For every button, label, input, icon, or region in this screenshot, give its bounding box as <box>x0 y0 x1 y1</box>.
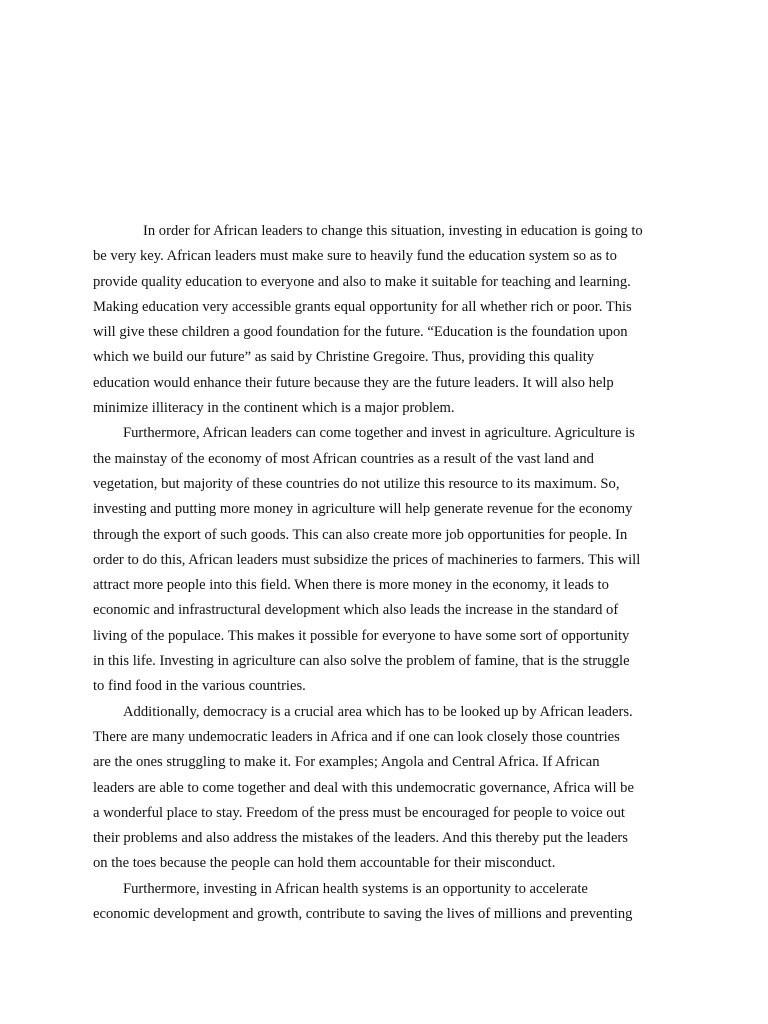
text-line: their problems and also address the mistakes of the leaders. And this thereby put the leaders <box>93 830 628 847</box>
text-line: provide quality education to everyone and also to make it suitable for teaching and learning. <box>93 273 631 290</box>
text-line: to find food in the various countries. <box>93 678 306 695</box>
text-line: minimize illiteracy in the continent which is a major problem. <box>93 400 455 417</box>
text-line: Additionally, democracy is a crucial area which has to be looked up by African leaders. <box>123 703 633 720</box>
text-line: are the ones struggling to make it. For examples; Angola and Central Africa. If African <box>93 754 600 771</box>
text-line: Furthermore, African leaders can come together and invest in agriculture. Agriculture is <box>123 425 635 442</box>
text-line: In order for African leaders to change this situation, investing in education is going to <box>143 223 643 239</box>
text-line: in this life. Investing in agriculture can also solve the problem of famine, that is the struggle <box>93 653 630 670</box>
text-line: economic and infrastructural development which also leads the increase in the standard of <box>93 602 619 619</box>
text-line: education would enhance their future because they are the future leaders. It will also help <box>93 374 614 391</box>
text-line: Furthermore, investing in African health systems is an opportunity to accelerate <box>123 880 588 897</box>
text-line: leaders are able to come together and deal with this undemocratic governance, Africa will be <box>93 779 634 796</box>
text-line: will give these children a good foundation for the future. “Education is the foundation upon <box>93 324 628 341</box>
text-line: which we build our future” as said by Christine Gregoire. Thus, providing this quality <box>93 349 595 366</box>
text-line: There are many undemocratic leaders in Africa and if one can look closely those countries <box>93 728 620 745</box>
text-line: on the toes because the people can hold them accountable for their misconduct. <box>93 855 556 872</box>
text-line: Making education very accessible grants equal opportunity for all whether rich or poor. This <box>93 298 632 315</box>
paragraph-democracy <box>93 700 677 877</box>
text-line: vegetation, but majority of these countries do not utilize this resource to its maximum. So, <box>93 475 620 492</box>
text-line: investing and putting more money in agriculture will help generate revenue for the economy <box>93 501 633 518</box>
text-line: living of the populace. This makes it possible for everyone to have some sort of opportunity <box>93 627 630 644</box>
paragraph-agriculture <box>93 421 677 699</box>
document-body <box>93 219 677 927</box>
text-line: through the export of such goods. This can also create more job opportunities for people. In <box>93 526 628 543</box>
paragraph-education <box>93 219 677 421</box>
text-line: a wonderful place to stay. Freedom of the press must be encouraged for people to voice out <box>93 804 625 821</box>
text-line: attract more people into this field. When there is more money in the economy, it leads to <box>93 577 609 594</box>
paragraph-health <box>93 877 677 928</box>
text-line: economic development and growth, contribute to saving the lives of millions and preventing <box>93 906 633 923</box>
text-line: be very key. African leaders must make sure to heavily fund the education system so as to <box>93 248 617 265</box>
text-line: order to do this, African leaders must subsidize the prices of machineries to farmers. This will <box>93 551 641 568</box>
text-line: the mainstay of the economy of most African countries as a result of the vast land and <box>93 450 594 467</box>
